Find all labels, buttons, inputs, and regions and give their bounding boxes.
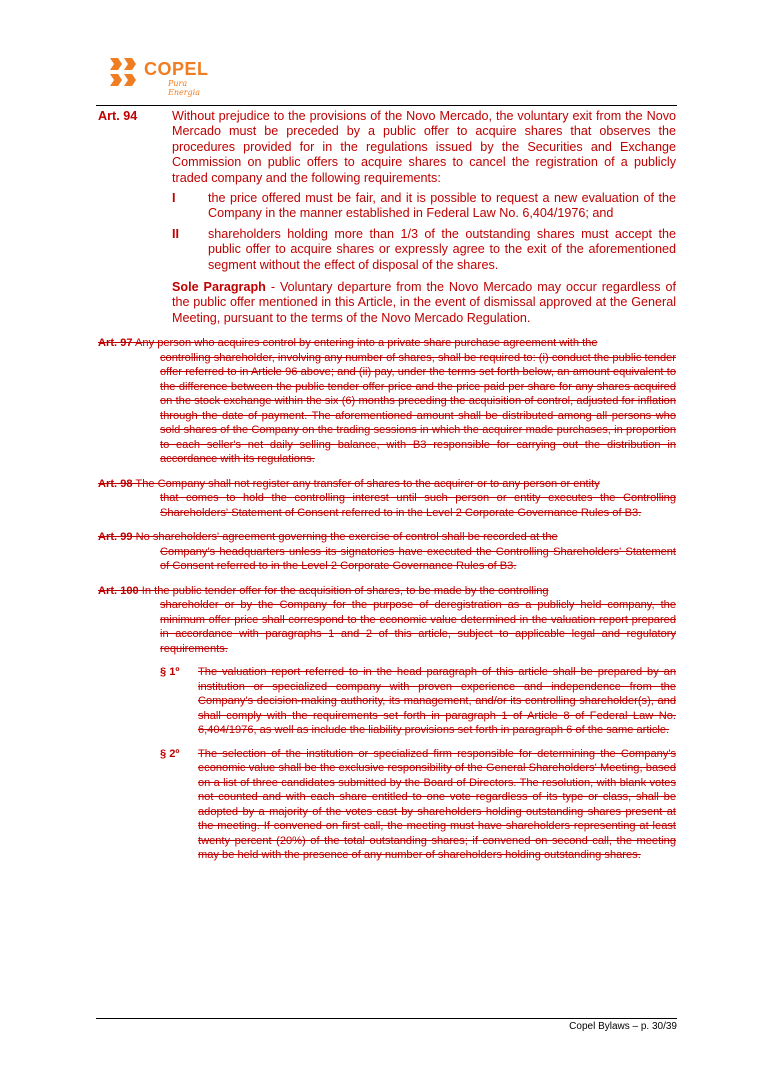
item-number: I [172,191,176,206]
page-footer: Copel Bylaws – p. 30/39 [569,1021,677,1032]
logo-tagline: Pura Energia [168,79,200,97]
sole-paragraph-label: Sole Paragraph [172,280,266,295]
section-number: § 1º [160,666,180,679]
article-100-struck [98,584,676,657]
article-number: Art. 99 [98,531,133,544]
list-item [172,191,676,222]
article-number: Art. 98 [98,477,133,490]
item-number: II [172,226,179,241]
section-1-struck [160,665,676,738]
article-text: that comes to hold the controlling interest until such person or entity executes the Controlling Shareholders' Statement of Consent referred to in the Level 2 Corporate Governance Rules of B3. [160,492,676,519]
footer-rule [96,1018,677,1019]
section-2-struck [160,747,676,863]
header-rule [96,105,677,106]
article-97-struck [98,336,676,467]
copel-logo [108,56,218,97]
article-lead: The Company shall not register any transfer of shares to the acquirer or to any person or entity [132,477,600,490]
item-text: the price offered must be fair, and it is possible to request a new evaluation of the Company in the manner established in Federal Law No. 6,404/1976; and [208,191,676,221]
article-number: Art. 94 [98,109,138,123]
article-text: Company's headquarters unless its signatories have executed the Controlling Shareholders' Statement of Consent referred to in the Level 2 Corporate Governance Rules of B3. [160,545,676,573]
article-text: shareholder or by the Company for the purpose of deregistration as a publicly held company, the minimum offer price shall correspond to the economic value determined in the valuation report prepared in accordance with paragraphs 1 and 2 of this article, subject to applicable legal and regulatory requirements. [160,599,676,655]
section-number: § 2º [160,747,180,760]
section-text: The selection of the institution or specialized firm responsible for determining the Company's economic value shall be the exclusive responsibility of the General Shareholders' Meeting, based on a list of three candidates submitted by the Board of Directors. The resolution, with blank votes not counted and with each share entitled to one vote regardless of its type or class, shall be adopted by a majority of the votes cast by shareholders holding outstanding shares present at the meeting. If convened on first call, the meeting must have shareholders representing at least twenty percent (20%) of the total outstanding shares; if convened on second call, the meeting may be held with the presence of any number of shareholders holding outstanding shares. [198,747,676,862]
article-98-struck [98,477,676,521]
item-text: shareholders holding more than 1/3 of the outstanding shares must accept the public offer to acquire shares or expressly agree to the exit of the aforementioned segment without the effect of disposal of the shares. [208,226,676,272]
article-99-struck [98,530,676,574]
list-item [172,227,676,273]
article-text: controlling shareholder, involving any number of shares, shall be required to: (i) conduct the public tender offer referred to in Article 96 above; and (ii) pay, under the terms set forth below, an amount equivalent to the difference between the public tender offer price and the price paid per share for any shares acquired on the stock exchange within the six (6) months preceding the acquisition of control, adjusted for inflation through the date of payment. The aforementioned amount shall be distributed among all persons who sold shares of the Company on the trading sessions in which the acquirer made purchases, in proportion to each seller's net daily selling balance, with B3 responsible for carrying out the distribution in accordance with its regulations. [160,351,676,466]
article-number: Art. 97 [98,337,133,350]
article-text: Without prejudice to the provisions of the Novo Mercado, the voluntary exit from the Novo Mercado must be preceded by a public offer to acquire shares that observes the procedures provided for in the regulations issued by the Securities and Exchange Commission on public offers to acquire shares to cancel the registration of a publicly traded company and the following requirements: [172,109,676,185]
article-94 [98,109,676,186]
document-body [98,109,676,863]
logo-wordmark: COPEL [144,59,209,79]
sole-paragraph-text: - Voluntary departure from the Novo Mercado may occur regardless of the public offer mentioned in this Article, in the event of dismissal approved at the General Meeting, pursuant to the terms of the Novo Mercado Regulation. [172,280,676,325]
section-text: The valuation report referred to in the head paragraph of this article shall be prepared by an institution or specialized company with proven experience and independence from the Company's decision-making authority, its management, and/or its controlling shareholder(s), and shall comply with the requirements set forth in paragraph 1 of Article 8 of Federal Law No. 6,404/1976, as well as include the liability provisions set forth in paragraph 6 of the same article. [198,666,676,737]
article-lead: No shareholders' agreement governing the exercise of control shall be recorded at the [132,531,558,544]
copel-logo-icon [108,56,140,90]
article-lead: Any person who acquires control by entering into a private share purchase agreement with the [132,337,598,350]
article-lead: In the public tender offer for the acquisition of shares, to be made by the controlling [138,584,549,597]
article-number: Art. 100 [98,584,139,597]
sole-paragraph [172,280,676,326]
